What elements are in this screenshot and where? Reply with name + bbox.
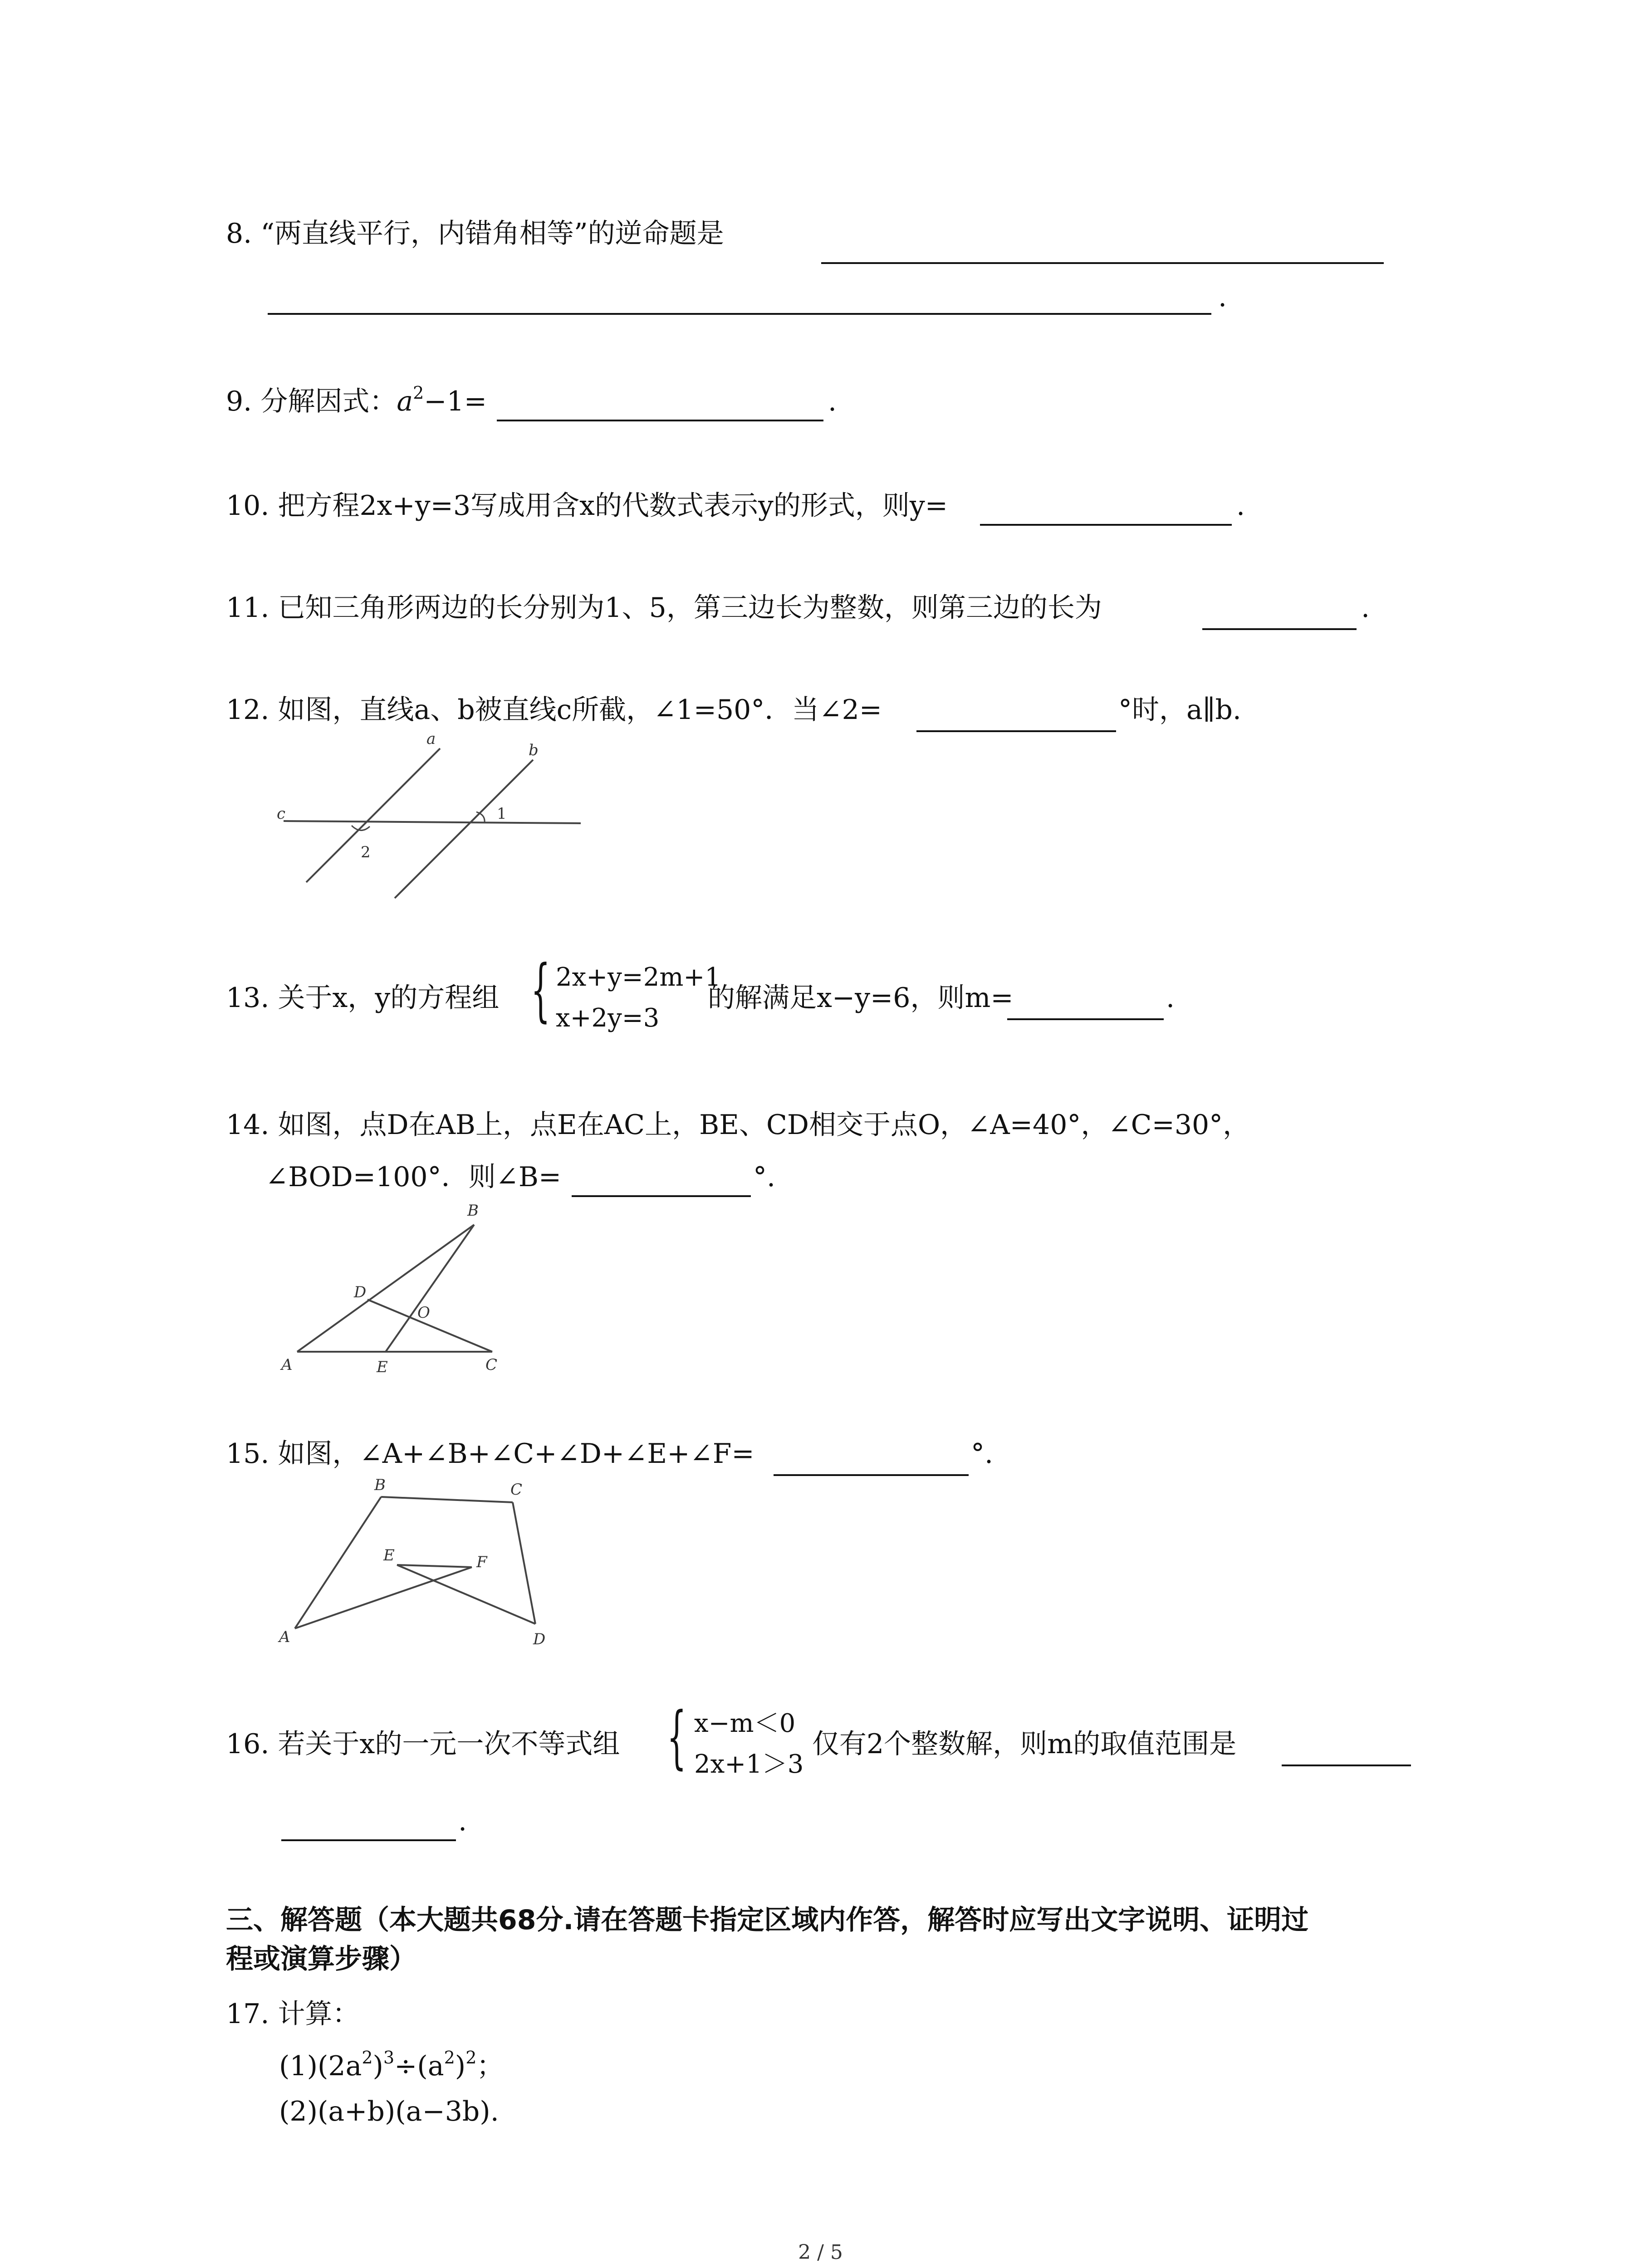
angle-1-arc (476, 812, 485, 823)
question-number: 10. (226, 490, 269, 522)
answer-blank[interactable] (774, 1474, 969, 1476)
segment-AB (295, 1497, 381, 1628)
label-A: A (281, 1356, 293, 1374)
question-15 (226, 1436, 754, 1472)
question-16 (226, 1726, 620, 1762)
segment-ED (397, 1565, 535, 1624)
page-number: 2 / 5 (798, 2241, 843, 2264)
label-B: B (374, 1476, 386, 1494)
brace: { (531, 951, 550, 1030)
question-13-tail: 的解满足x−y=6，则m= (708, 982, 1014, 1014)
label-F: F (476, 1553, 487, 1571)
answer-blank[interactable] (980, 524, 1232, 526)
answer-blank[interactable] (916, 730, 1116, 732)
label-b: b (529, 741, 539, 759)
period: . (1236, 490, 1245, 522)
segment-BC (381, 1497, 513, 1502)
question-10 (226, 488, 948, 524)
label-D: D (533, 1630, 546, 1648)
question-text: 如图，∠A+∠B+∠C+∠D+∠E+∠F= (278, 1438, 754, 1470)
question-number: 14. (226, 1109, 269, 1141)
label-O: O (417, 1304, 430, 1322)
question-text: 若关于x的一元一次不等式组 (278, 1728, 620, 1760)
label-a: a (426, 730, 436, 748)
question-number: 8. (226, 218, 252, 249)
question-13 (226, 980, 499, 1016)
label-B: B (467, 1202, 479, 1220)
question-12 (226, 692, 882, 728)
question-text: 计算： (278, 1998, 360, 2030)
question-text: 如图，点D在AB上，点E在AC上，BE、CD相交于点O，∠A=40°，∠C=30°， (278, 1109, 1250, 1141)
period: . (1218, 281, 1227, 313)
label-D: D (354, 1283, 367, 1301)
question-text: “两直线平行，内错角相等”的逆命题是 (260, 218, 724, 249)
line-b (395, 760, 533, 898)
answer-blank[interactable] (497, 420, 823, 421)
question-12-tail: °时，a∥b. (1118, 694, 1241, 726)
answer-blank[interactable] (821, 262, 1384, 264)
question-17 (226, 1996, 360, 2032)
question-11 (226, 590, 1102, 626)
brace: { (667, 1698, 686, 1777)
answer-blank[interactable] (572, 1195, 751, 1197)
question-9: 9. 分解因式：$a^2-1=$ (226, 383, 487, 417)
question-16-tail: 仅有2个整数解，则m的取值范围是 (812, 1728, 1237, 1760)
question-number: 17. (226, 1998, 269, 2030)
inequality-1: x−m＜0 (694, 1709, 796, 1738)
period: . (458, 1805, 467, 1837)
question-number: 16. (226, 1728, 269, 1760)
label-A: A (279, 1628, 290, 1646)
label-E: E (377, 1358, 388, 1376)
line-c (284, 821, 581, 823)
period: . (828, 386, 837, 417)
degree-period: °. (753, 1161, 776, 1193)
segment-BE (386, 1225, 474, 1352)
label-angle-2: 2 (361, 843, 371, 861)
label-C: C (485, 1356, 498, 1374)
question-text: 把方程2x+y=3写成用含x的代数式表示y的形式，则y= (278, 490, 948, 522)
question-number: 11. (226, 592, 269, 624)
question-text: 关于x，y的方程组 (278, 982, 500, 1014)
period: . (1361, 592, 1370, 624)
label-c: c (277, 805, 286, 823)
question-14-line2: ∠BOD=100°．则∠B= (265, 1161, 562, 1193)
segment-EF (397, 1565, 472, 1567)
answer-blank[interactable] (1202, 628, 1357, 630)
question-number: 12. (226, 694, 269, 726)
section-3-title: 三、解答题（本大题共68分.请在答题卡指定区域内作答，解答时应写出文字说明、证明过 程或演算步骤） (226, 1904, 1309, 1975)
figure-parallel-lines (263, 726, 608, 907)
equation-1: 2x+y=2m+1 (556, 963, 721, 992)
answer-blank[interactable] (1007, 1018, 1164, 1020)
label-E: E (383, 1546, 395, 1564)
inequality-2: 2x+1＞3 (694, 1750, 804, 1779)
degree-period: °. (971, 1438, 994, 1470)
question-text: 如图，直线a、b被直线c所截，∠1=50°．当∠2= (278, 694, 882, 726)
question-14 (226, 1107, 1250, 1143)
question-17-part-1: $(1)(2a^2)^3\div(a^2)^2$； (279, 2048, 504, 2082)
question-number: 13. (226, 982, 269, 1014)
answer-blank[interactable] (281, 1839, 456, 1841)
question-number: 15. (226, 1438, 269, 1470)
answer-blank[interactable] (1282, 1765, 1411, 1766)
question-text: 分解因式： (260, 386, 397, 417)
question-number: 9. (226, 386, 252, 417)
equation-2: x+2y=3 (556, 1003, 660, 1033)
answer-blank[interactable] (268, 313, 1211, 315)
figure-triangle (272, 1188, 526, 1379)
label-C: C (510, 1481, 523, 1499)
question-text: 已知三角形两边的长分别为1、5，第三边长为整数，则第三边的长为 (278, 592, 1102, 624)
figure-angles (272, 1474, 590, 1656)
label-angle-1: 1 (497, 805, 507, 823)
question-17-part-2: (2)(a+b)(a−3b). (279, 2096, 499, 2127)
segment-CD (513, 1502, 535, 1624)
line-a (306, 748, 440, 882)
segment-AF (295, 1567, 472, 1628)
question-8 (226, 215, 724, 252)
period: . (1166, 982, 1175, 1014)
